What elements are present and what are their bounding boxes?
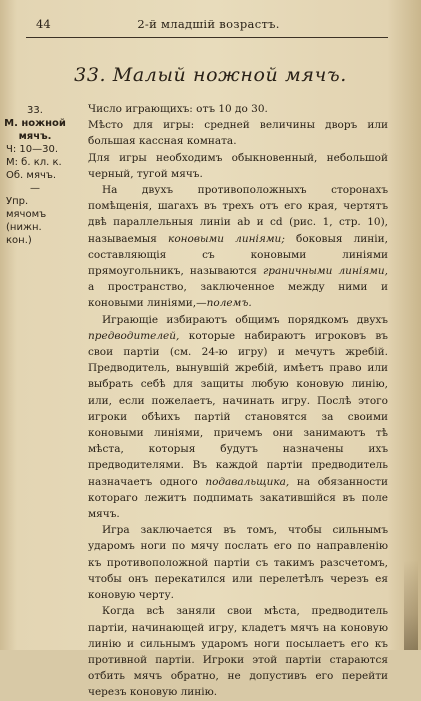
paragraph-p7 [88, 603, 388, 700]
paragraph-p1 [88, 101, 388, 117]
paragraph-text: Игра заключается въ томъ, чтобы сильнымъ ударомъ ноги по мячу послать его по направленію къ противоположной партіи съ такимъ разсчетомъ, чтобы онъ перекатился или перелетѣлъ черезъ ея коновую черту. [88, 524, 388, 602]
margin-note [4, 104, 66, 247]
italic-term: подавальщика, [205, 475, 290, 488]
paragraph-text: Играющіе избираютъ общимъ порядкомъ двухъ [102, 313, 388, 326]
margin-place: М: б. кл. к. [6, 157, 62, 168]
margin-exercise-line1: Упр. мячомъ [6, 196, 47, 220]
body-text [88, 101, 388, 701]
paragraph-text: на обязанности котораго лежитъ подпимать закатившійся въ поле мячъ. [88, 475, 388, 521]
margin-name-line1: М. ножной [4, 118, 66, 129]
page-header [36, 17, 381, 33]
paragraph-text: которые набираютъ игроковъ въ свои партіи (см. 24-ю игру) и мечутъ жребій. Предводитель, вынувшій жребій, имѣетъ право или выбрать себѣ для защиты любую коновую линію, или, если пожелаетъ, начинать игру. Послѣ этого игроки обѣихъ партій становятся за своими коновыми линіями, причемъ они занимаютъ тѣ мѣста, которыя будутъ назначены ихъ предводителями. Въ каждой партіи предводитель назначаетъ одного [88, 329, 388, 488]
paragraph-p4 [88, 182, 388, 312]
italic-term: предводителей, [88, 329, 180, 342]
paragraph-text: Для игры необходимъ обыкновенный, небольшой черный, тугой мячъ. [88, 151, 388, 180]
paragraph-p3 [88, 150, 388, 182]
italic-term: граничными линіями, [262, 265, 388, 278]
paragraph-text: боковыя линіи, составляющія съ коновыми линіями прямоугольникъ, называются [88, 232, 388, 278]
paragraph-text: Мѣсто для игры: средней величины дворъ или большая кассная комната. [88, 119, 388, 148]
page-edge-shadow [404, 560, 418, 650]
paragraph-p2 [88, 117, 388, 149]
italic-term: коновыми линіями; [168, 232, 285, 245]
italic-term: полемъ. [206, 297, 252, 310]
margin-number: 33. [27, 105, 43, 116]
game-title: 33. Малый ножной мячъ. [74, 64, 347, 86]
margin-dash: — [30, 183, 40, 194]
paragraph-p5 [88, 312, 388, 523]
margin-equipment: Об. мячъ. [6, 170, 57, 181]
header-rule [26, 37, 388, 38]
paragraph-text: Число играющихъ: отъ 10 до 30. [88, 103, 268, 115]
running-title: 2-й младшій возрастъ. [137, 17, 280, 31]
margin-name-line2: мячъ. [18, 131, 52, 142]
paragraph-text: Когда всѣ заняли свои мѣста, предводитель партіи, начинающей игру, кладетъ мячъ на коновую линію и сильнымъ ударомъ ноги посылаетъ его къ противной партіи. Игроки этой партіи стараются отбить мячъ обратно, не допустивъ его перейти черезъ коновую линію. [88, 605, 388, 699]
margin-count: Ч: 10—30. [6, 144, 59, 155]
page-number: 44 [36, 17, 51, 31]
paragraph-text: а пространство, заключенное между ними и коновыми линіями,— [88, 281, 388, 310]
margin-exercise-line2: (нижн. кон.) [6, 222, 42, 246]
paragraph-p6 [88, 522, 388, 603]
paragraph-text: На двухъ противоположныхъ сторонахъ помѣщенія, шагахъ въ трехъ отъ его края, чертятъ двѣ параллельныя линіи ab и cd (рис. 1, стр. 10), называемыя [88, 184, 388, 245]
